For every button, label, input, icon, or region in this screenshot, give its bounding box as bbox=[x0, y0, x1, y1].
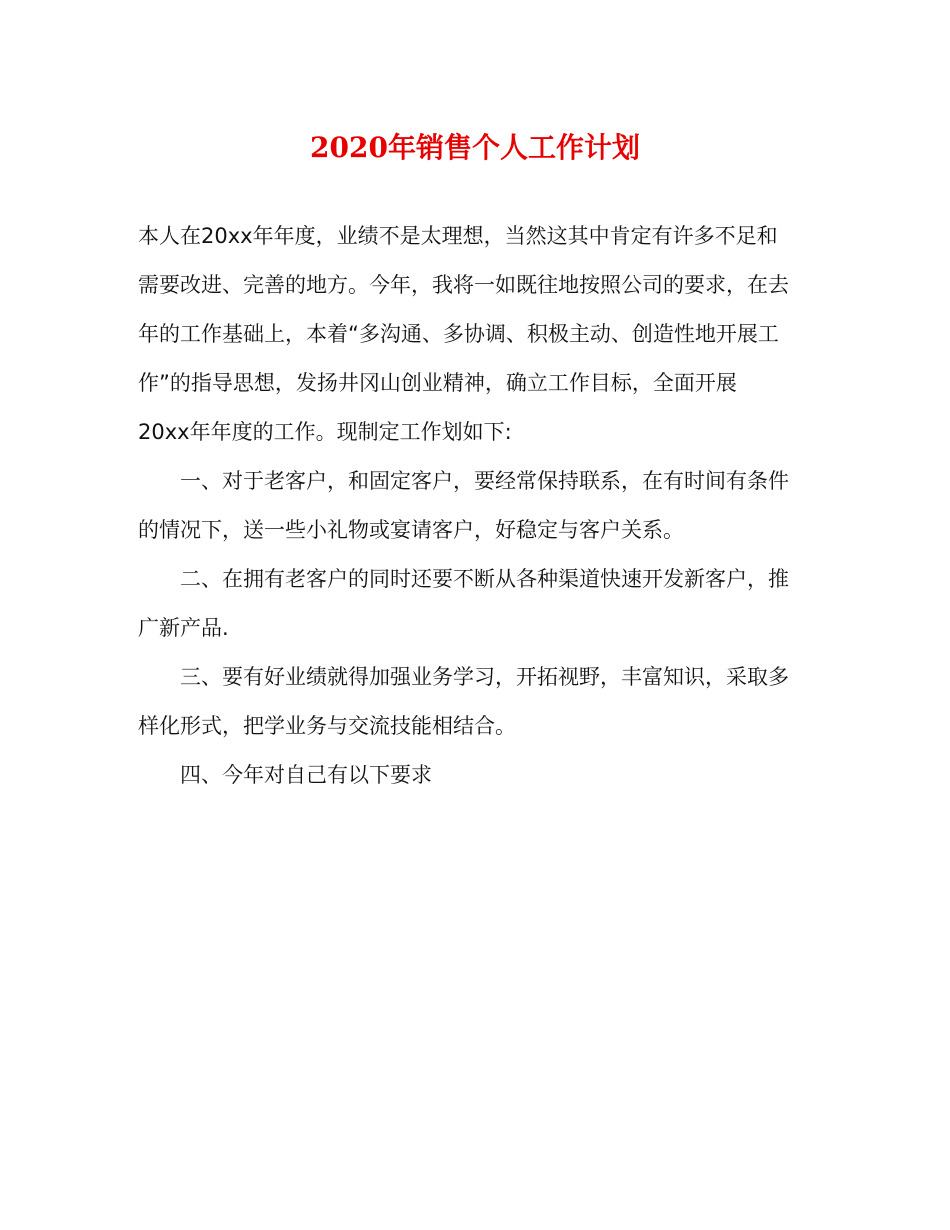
document-title: 2020年销售个人工作计划 bbox=[310, 131, 640, 164]
paragraph-line: 四、今年对自己有以下要求 bbox=[180, 763, 432, 787]
paragraph-line: 三、要有好业绩就得加强业务学习，开拓视野，丰富知识，采取多 bbox=[180, 665, 789, 689]
paragraph-line: 20xx年年度的工作。现制定工作划如下: bbox=[138, 420, 512, 444]
paragraph-line: 作”的指导思想，发扬井冈山创业精神，确立工作目标，全面开展 bbox=[138, 371, 737, 395]
paragraph-line: 本人在20xx年年度，业绩不是太理想，当然这其中肯定有许多不足和 bbox=[138, 224, 778, 248]
paragraph-line: 一、对于老客户，和固定客户，要经常保持联系，在有时间有条件 bbox=[180, 469, 789, 493]
paragraph-line: 的情况下，送一些小礼物或宴请客户，好稳定与客户关系。 bbox=[138, 518, 684, 542]
paragraph-line: 样化形式，把学业务与交流技能相结合。 bbox=[138, 714, 516, 738]
paragraph-line: 广新产品. bbox=[138, 616, 229, 640]
paragraph-line: 二、在拥有老客户的同时还要不断从各种渠道快速开发新客户，推 bbox=[180, 567, 789, 591]
paragraph-line: 年的工作基础上，本着“多沟通、多协调、积极主动、创造性地开展工 bbox=[138, 322, 779, 346]
paragraph-line: 需要改进、完善的地方。今年，我将一如既往地按照公司的要求，在去 bbox=[138, 273, 789, 297]
document-body bbox=[138, 212, 818, 800]
